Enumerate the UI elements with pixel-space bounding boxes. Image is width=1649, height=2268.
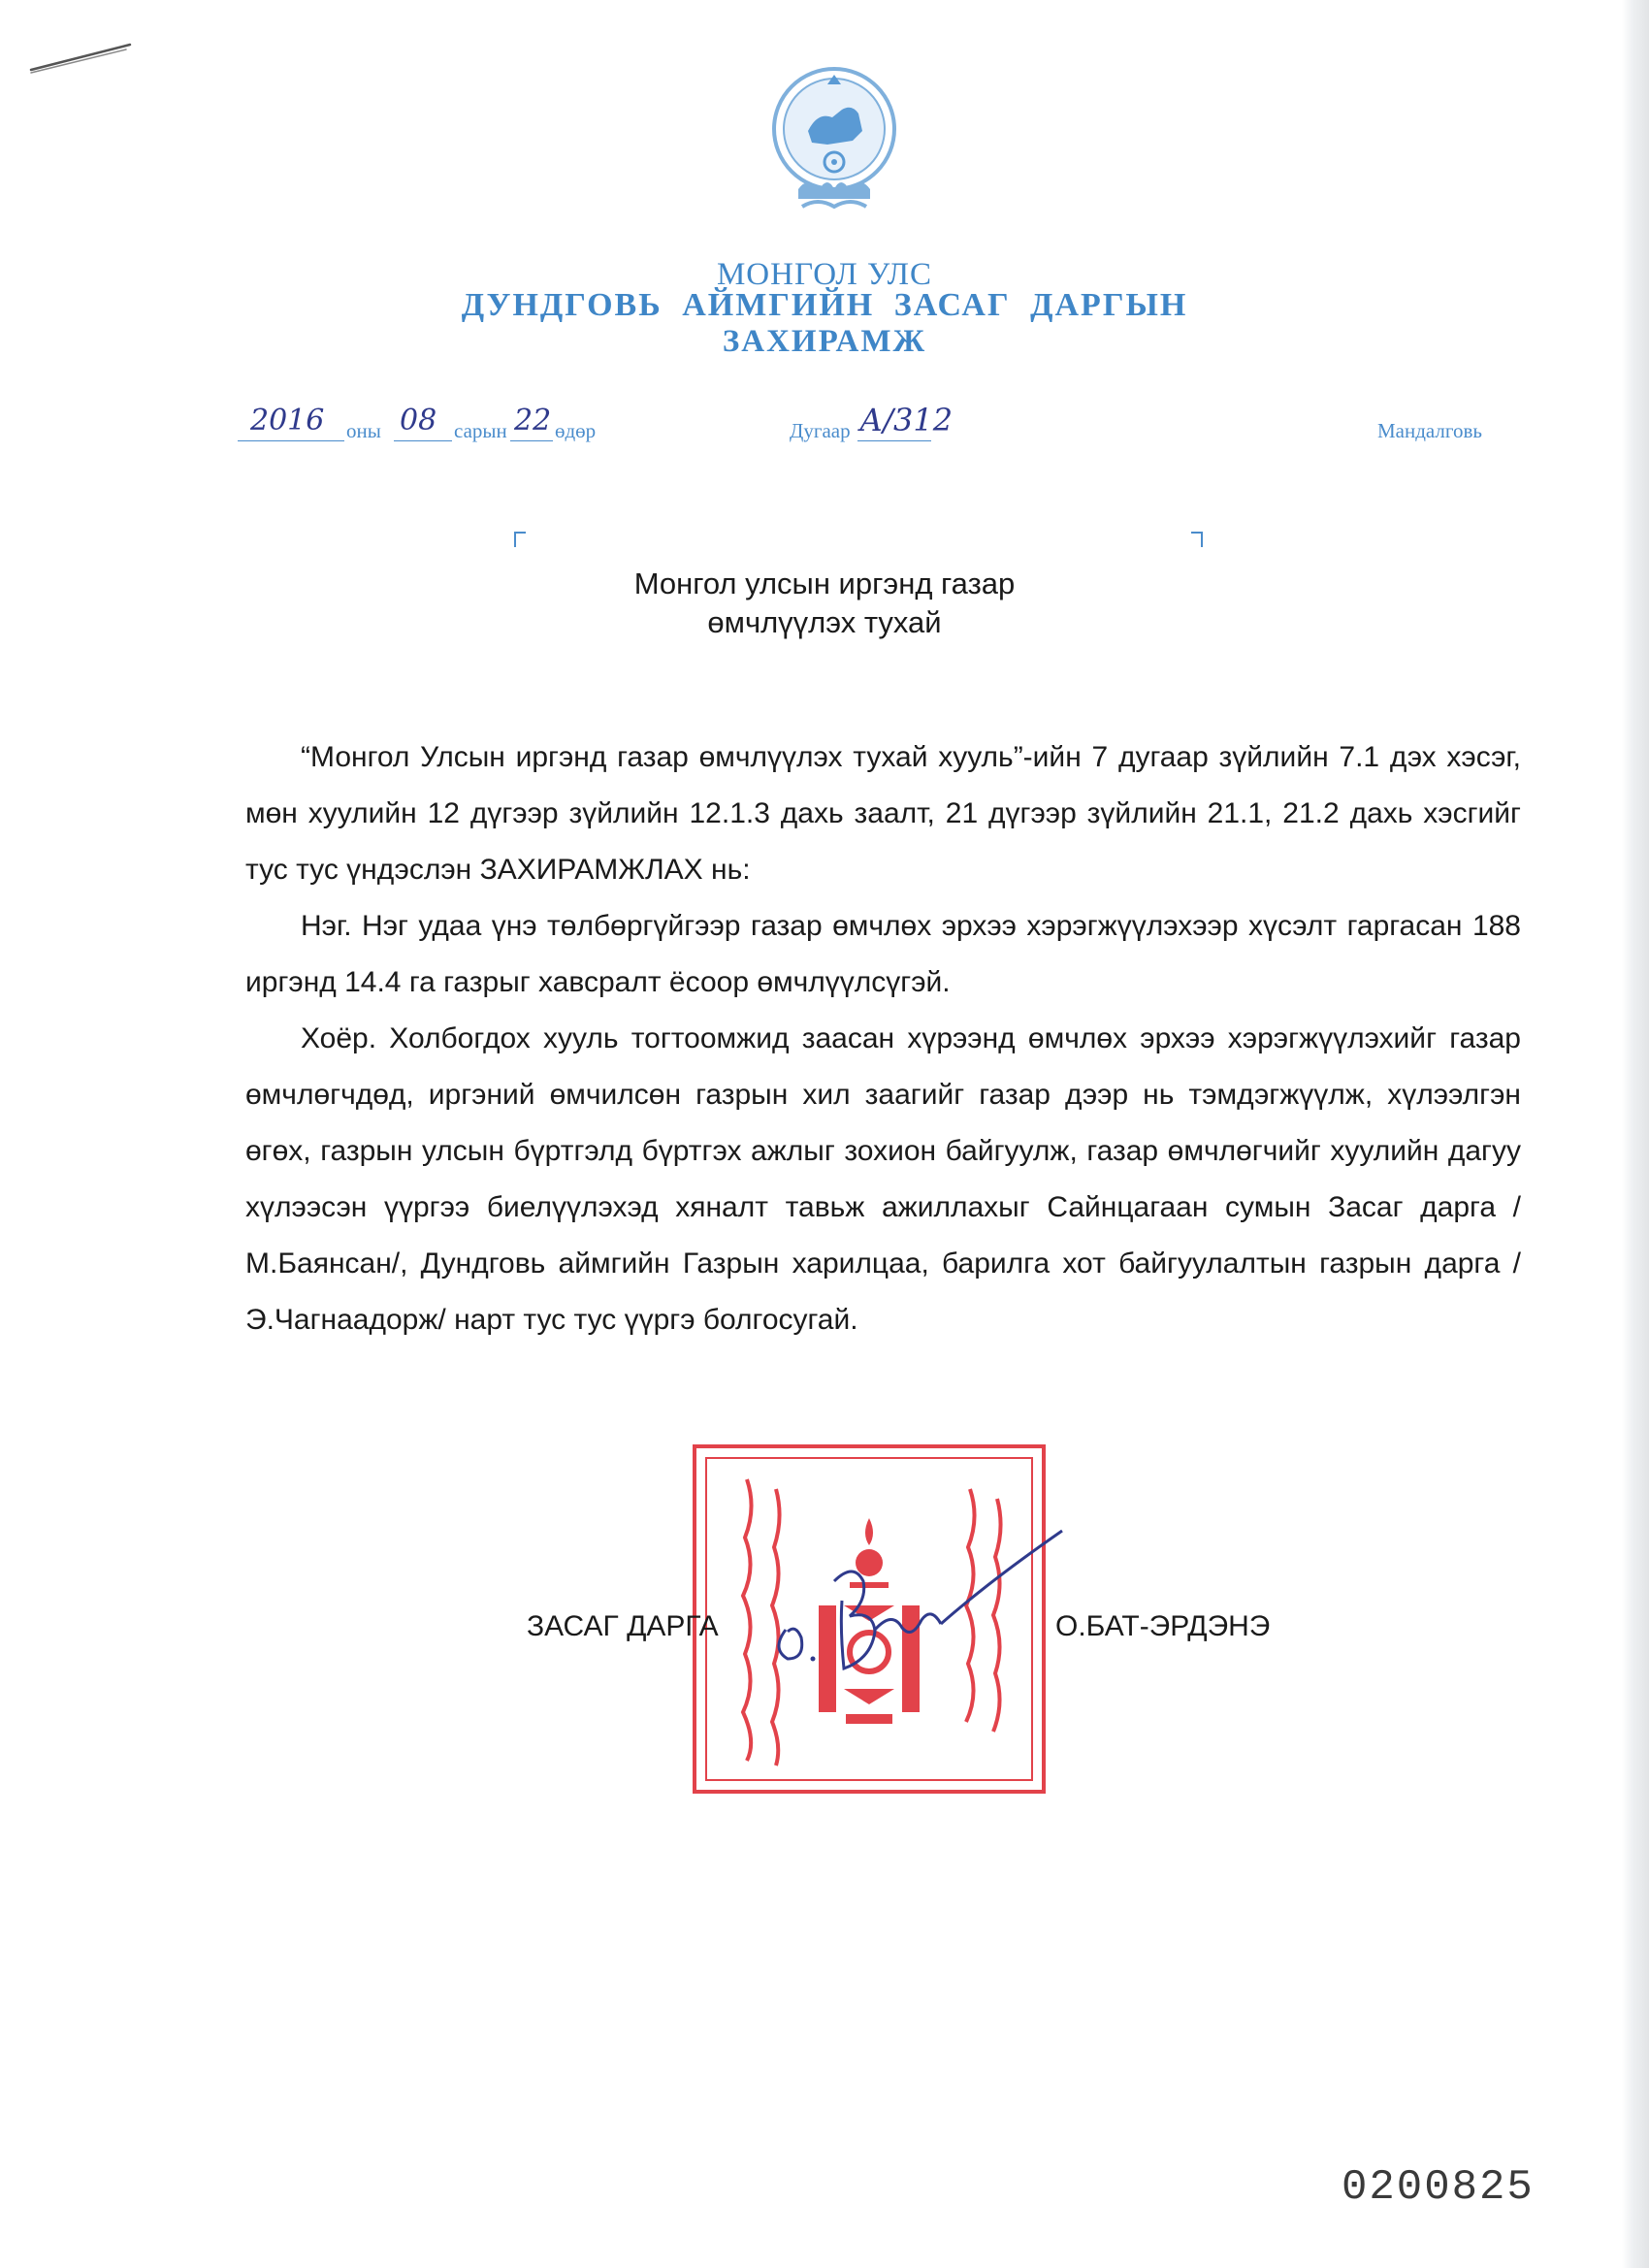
day-label: өдөр <box>555 419 597 442</box>
state-emblem-icon <box>769 53 899 238</box>
subject-corner-left <box>514 532 526 547</box>
month-label: сарын <box>454 419 507 442</box>
place-label: Мандалговь <box>1377 419 1482 442</box>
subject-line-1: Монгол улсын иргэнд газар <box>633 567 1016 600</box>
header-doc-type: ЗАХИРАМЖ <box>722 324 927 359</box>
decree-body <box>245 729 1521 1348</box>
signatory-title: ЗАСАГ ДАРГА <box>527 1610 719 1642</box>
signatory-name: О.БАТ-ЭРДЭНЭ <box>1055 1610 1271 1642</box>
subject-line-2: өмчлүүлэх тухай <box>707 605 942 639</box>
meta-row <box>0 402 1649 454</box>
day-value: 22 <box>514 404 552 437</box>
paragraph-one: Нэг. Нэг удаа үнэ төлбөргүйгээр газар өмчлөх эрхээ хэрэгжүүлэхээр хүсэлт гаргасан 188 иргэнд 14.4 га газрыг хавсралт ёсоор өмчлүүлсүгэй. <box>245 910 1521 998</box>
pen-stroke-mark <box>29 39 136 78</box>
subject-corner-right <box>1191 532 1203 547</box>
handwritten-signature <box>766 1523 1067 1688</box>
month-value: 08 <box>400 404 437 437</box>
year-label: оны <box>346 419 381 442</box>
paragraph-preamble: “Монгол Улсын иргэнд газар өмчлүүлэх тухай хууль”-ийн 7 дугаар зүйлийн 7.1 дэх хэсэг, мөн хуулийн 12 дүгээр зүйлийн 12.1.3 дахь заалт, 21 дүгээр зүйлийн 21.1, 21.2 дахь хэсгийг тус тус үндэслэн ЗАХИРАМЖЛАХ нь: <box>245 741 1521 886</box>
number-value: А/312 <box>859 402 954 438</box>
number-label: Дугаар <box>790 419 851 442</box>
header-country: МОНГОЛ УЛС <box>716 257 933 292</box>
header-organization: ДУНДГОВЬ АЙМГИЙН ЗАСАГ ДАРГЫН <box>461 287 1188 323</box>
year-value: 2016 <box>250 404 325 437</box>
subject-title <box>0 565 1649 642</box>
paragraph-two: Хоёр. Холбогдох хууль тогтоомжид заасан хүрээнд өмчлөх эрхээ хэрэгжүүлэхийг газар өмчлөгчдөд, иргэний өмчилсөн газрын хил заагийг газар дээр нь тэмдэгжүүлж, хүлээлгэн өгөх, газрын улсын бүртгэлд бүртгэх ажлыг зохион байгуулж, газар өмчлөгчийг хуулийн дагуу хүлээсэн үүргээ биелүүлэхэд хяналт тавьж ажиллахыг Сайнцагаан сумын Засаг дарга /М.Баянсан/, Дундговь аймгийн Газрын харилцаа, барилга хот байгуулалтын газрын дарга /Э.Чагнаадорж/ нарт тус тус үүргэ болгосугай. <box>245 1022 1521 1336</box>
serial-number: 0200825 <box>1342 2163 1535 2212</box>
